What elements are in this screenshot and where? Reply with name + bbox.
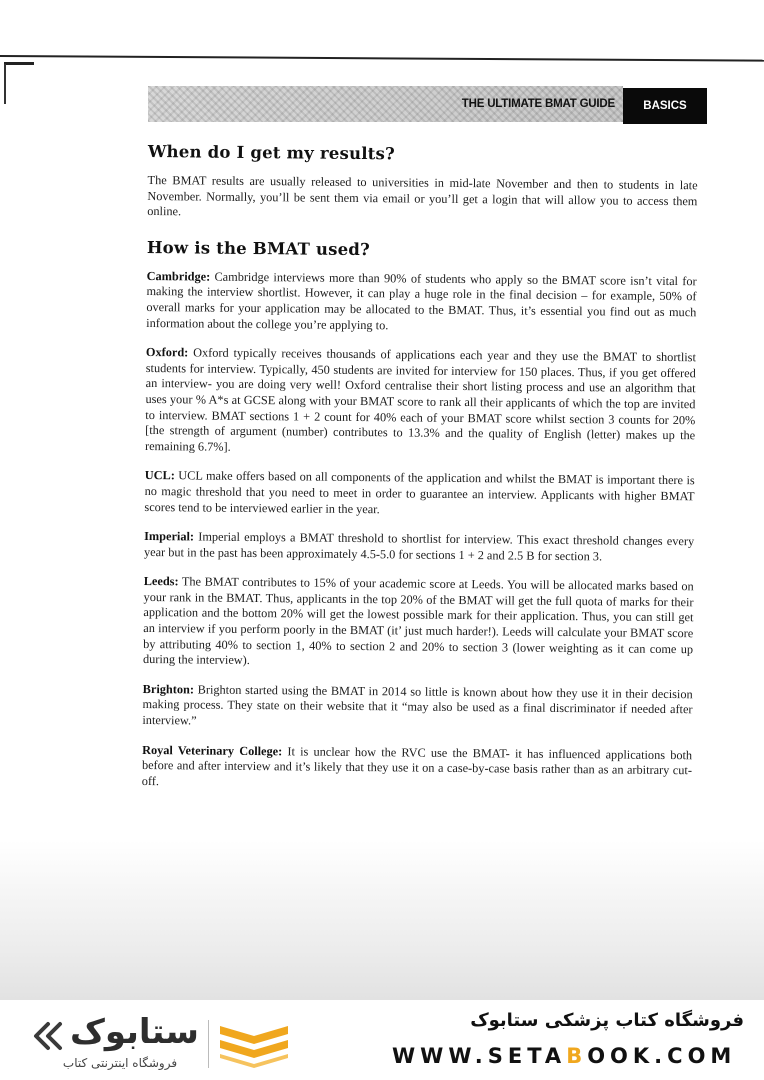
store-logo-text: ستابوک — [70, 1012, 199, 1052]
url-accent-letter: B — [566, 1044, 588, 1068]
paragraph-rvc: Royal Veterinary College: It is unclear how the RVC use the BMAT- it has influenced applications both before and after interview and it’s likely that they use it on a case-by-case basis rather than as an arbitrary cut-off. — [141, 742, 693, 788]
paragraph-cambridge: Cambridge: Cambridge interviews more than 90% of students who apply so the BMAT score isn’t vital for making the interview shortlist. However, it can play a huge role in the final decision – for example, 50% of overall marks for your application may be allocated to the BMAT. Thus, it’s essential you find out as much information about the college you’re applying to. — [146, 268, 697, 332]
paragraph-imperial: Imperial: Imperial employs a BMAT threshold to shortlist for interview. This exact threshold changes every year but in the past has been approximately 4.5-5.0 for sections 1 + 2 and 2.5 B for section 3. — [143, 529, 695, 564]
label-brighton: Brighton: — [142, 681, 195, 697]
header-section-tab — [623, 88, 707, 124]
stacked-books-icon — [216, 1018, 292, 1068]
store-name: فروشگاه کتاب پزشکی ستابوک — [470, 1010, 744, 1031]
label-cambridge: Cambridge: — [146, 268, 211, 284]
paragraph-oxford: Oxford: Oxford typically receives thousands of applications each year and they use the BMAT to shortlist students for interview. Typically, 450 students are invited for interview for 150 places. Thus, if you get offered an interview- you are doing very well! Oxford centralise their short listing process and use an algorithm that uses your % A*s at GCSE along with your BMAT score to rank all their applicants of which the top are invited to interview. BMAT sections 1 + 2 count for 40% each of your BMAT score whilst section 3 counts for 20% [the strength of argument (number) contributes to 13.3% and the quality of English (letter) makes up the remaining 6.7%]. — [144, 345, 696, 454]
label-imperial: Imperial: — [144, 529, 195, 544]
label-rvc: Royal Veterinary College: — [142, 742, 283, 758]
header-title: THE ULTIMATE BMAT GUIDE — [461, 98, 615, 110]
header-tab-label: BASICS — [643, 100, 687, 112]
paragraph-brighton: Brighton: Brighton started using the BMAT in 2014 so little is known about how they use it in their decision making process. They state on their website that it “may also be used as a final discriminator if needed after interview.” — [142, 681, 693, 728]
heading-results: When do I get my results? — [147, 141, 395, 164]
paragraph-leeds: Leeds: The BMAT contributes to 15% of your academic score at Leeds. You will be allocated marks based on your rank in the BMAT. Thus, applicants in the top 20% of the BMAT will get the full quota of marks for their application and the bottom 20% will get the lowest possible mark for their application. Thus, you can still get an interview if you perform poorly in the BMAT (it’ just much harder!). Leeds will calculate your BMAT score by attributing 40% to section 1, 40% to section 2 and 20% to section 3 (lower weighting as it can come up during the interview). — [142, 574, 694, 668]
page-content — [142, 138, 698, 809]
left-page-mark — [4, 62, 34, 65]
left-page-edge — [4, 64, 6, 104]
running-header — [148, 86, 623, 122]
label-ucl: UCL: — [144, 468, 175, 483]
store-logo-subtitle: فروشگاه اینترنتی کتاب — [62, 1056, 178, 1070]
logo-divider — [208, 1020, 209, 1068]
chevron-double-left-icon — [30, 1018, 66, 1054]
label-leeds: Leeds: — [143, 574, 179, 589]
label-oxford: Oxford: — [145, 345, 189, 360]
store-url[interactable]: WWW.SETABOOK.COM — [392, 1044, 737, 1068]
heading-bmat-used: How is the BMAT used? — [146, 237, 371, 259]
paragraph-ucl: UCL: UCL make offers based on all components of the application and whilst the BMAT is important there is no magic threshold that you need to meet in order to guarantee an interview. Applicants with higher BMAT scores tend to be interviewed earlier in the year. — [144, 468, 695, 516]
paragraph-results: The BMAT results are usually released to universities in mid-late November and then to students in late November. Normally, you’ll be sent them via email or you’ll get a login that will allow you to access them online. — [147, 172, 698, 219]
